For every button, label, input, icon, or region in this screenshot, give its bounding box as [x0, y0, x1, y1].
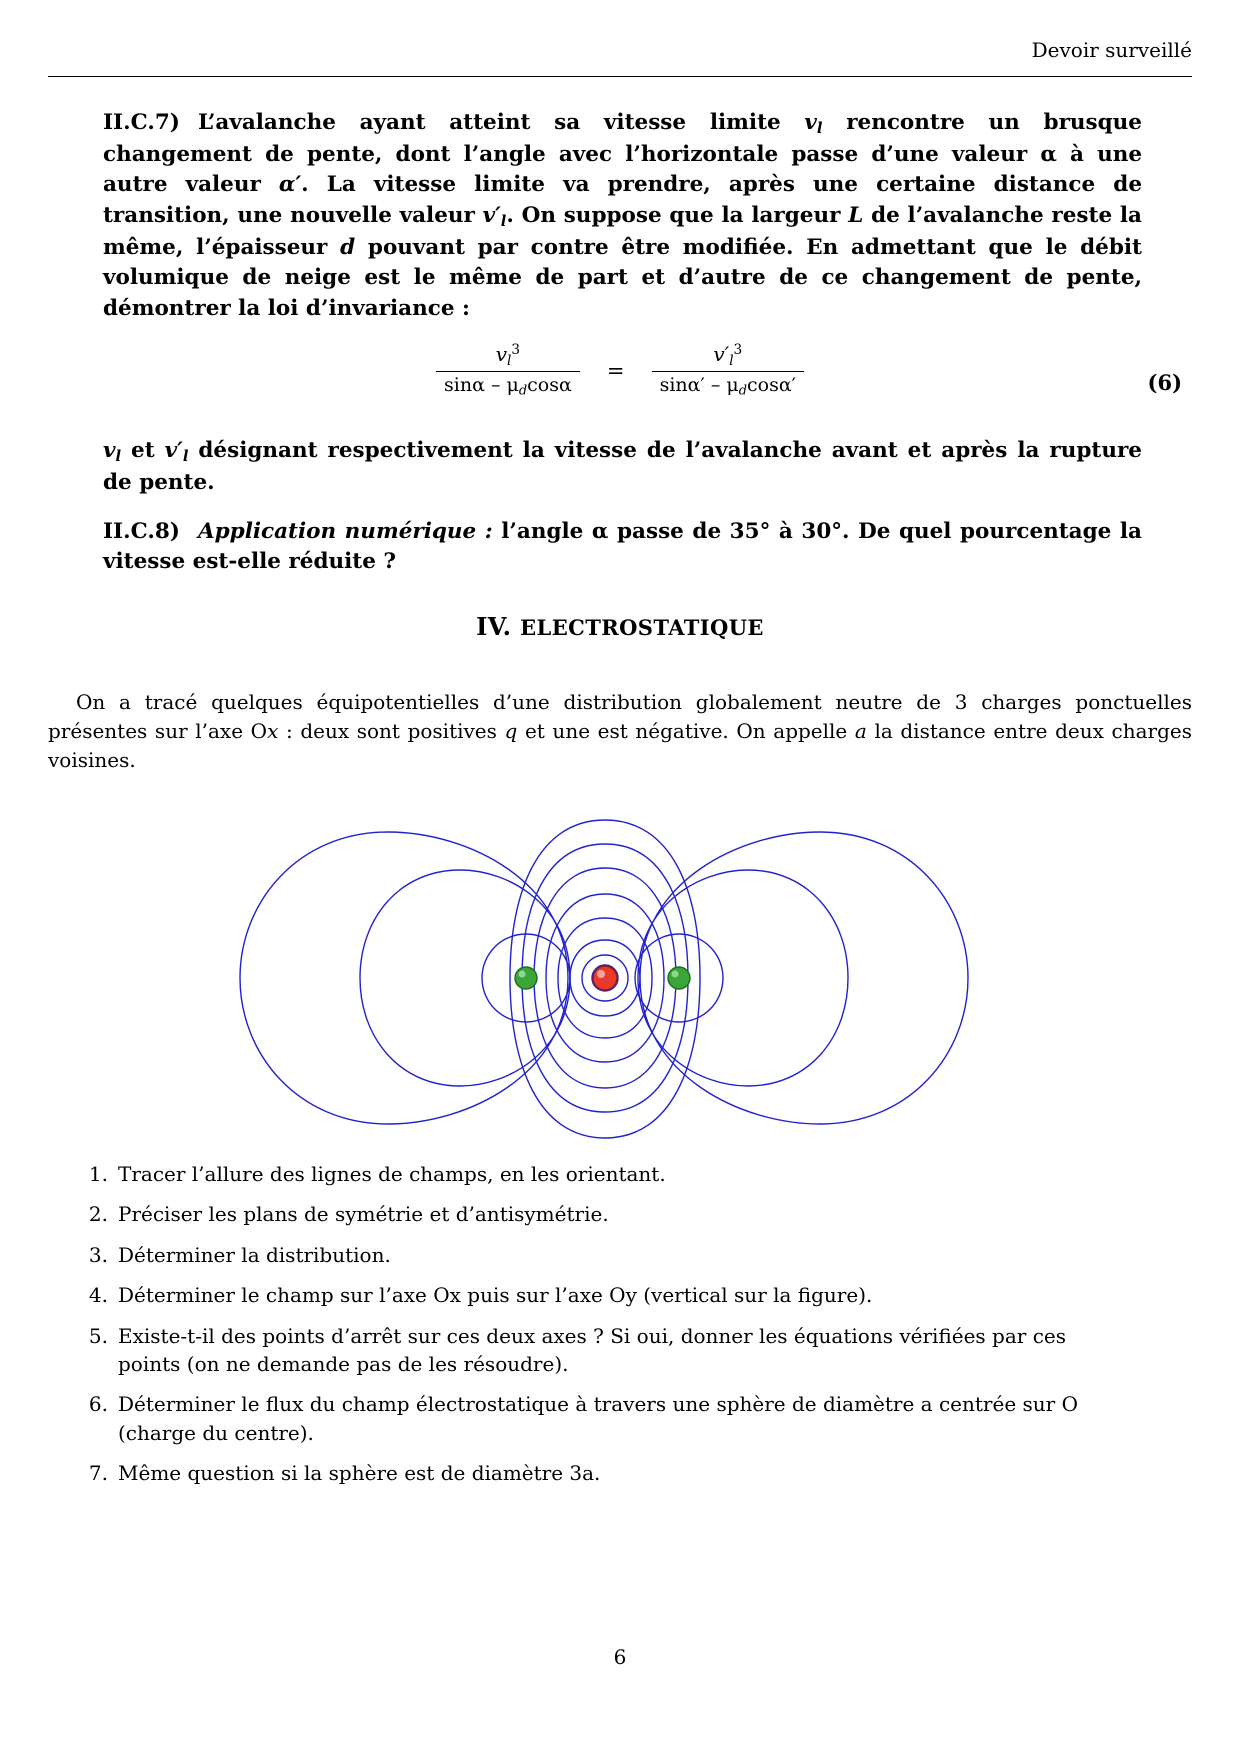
question-tag-8: II.C.8) — [103, 518, 180, 544]
q8-text-1: l’angle — [492, 518, 592, 544]
list-item-number: 2. — [88, 1202, 108, 1227]
fraction-left-bar — [436, 371, 580, 372]
page-number: 6 — [613, 1645, 627, 1669]
exp-vl-sub: l — [115, 448, 122, 466]
intro-a: a — [854, 719, 867, 743]
list-item-number: 4. — [88, 1283, 108, 1308]
exp-vl: v — [103, 438, 116, 464]
exp-vprime: v′ — [164, 438, 183, 464]
q7-text-4: . La vitesse limite va prendre, après une certaine distance de transition, une nouvelle valeur — [103, 172, 1142, 228]
list-item — [78, 1241, 1088, 1269]
list-item-number: 5. — [88, 1323, 108, 1348]
section-title-text: ELECTROSTATIQUE — [520, 615, 764, 640]
eq-left-den-sub: d — [518, 383, 528, 399]
q8-text-2: passe de 35° à 30°. De quel pourcentage la vitesse est-elle réduite ? — [103, 518, 1142, 575]
eq-right-sup: 3 — [733, 342, 743, 359]
intro-q: q — [504, 719, 518, 743]
eq-left-den: sinα – μ — [444, 374, 519, 397]
section-heading — [48, 612, 1192, 641]
q7-vprime-sub: l — [500, 212, 507, 230]
list-item-number: 6. — [88, 1392, 108, 1417]
exp-vprime-sub: l — [182, 448, 189, 466]
intro-text-3: et une est négative. On appelle — [517, 719, 855, 743]
header-divider — [48, 76, 1192, 77]
eq-left-sub: l — [507, 353, 512, 370]
eq-right-den-tail: cosα′ — [746, 374, 796, 397]
list-item — [78, 1390, 1088, 1447]
q7-vl: v — [804, 110, 817, 135]
equation-6 — [48, 342, 1192, 420]
q7-d: d — [340, 234, 356, 260]
list-item-text: Déterminer le champ sur l’axe Ox puis sur l’axe Oy (vertical sur la figure). — [118, 1283, 873, 1308]
page-header: Devoir surveillé — [1031, 38, 1192, 62]
q8-italic: Application numérique : — [197, 518, 493, 544]
q8-alpha: α — [591, 518, 609, 544]
list-item-text: Déterminer le flux du champ électrostatique à travers une sphère de diamètre a centrée sur O (charge du centre). — [118, 1392, 1078, 1445]
eq-right-den: sinα′ – μ — [659, 374, 739, 397]
eq-left-den-tail: cosα — [527, 374, 572, 397]
list-item — [78, 1281, 1088, 1309]
eq-left-var: v — [495, 342, 508, 367]
q7-alpha: α — [1040, 141, 1057, 167]
question-tag: II.C.7) — [103, 110, 180, 135]
eq-right-sub: l — [729, 353, 734, 370]
list-item-text: Tracer l’allure des lignes de champs, en les orientant. — [118, 1162, 666, 1186]
fraction-right-numerator — [652, 342, 804, 370]
q7-text-6: de l’avalanche reste la même, l’épaisseur — [103, 202, 1142, 260]
q7-L: L — [848, 202, 864, 228]
question-II-C-8 — [48, 517, 1192, 578]
equals-sign: = — [606, 358, 625, 383]
intro-text-2: : deux sont positives — [278, 719, 505, 743]
eq-right-var: v′ — [713, 342, 730, 367]
main-content — [48, 108, 1192, 578]
section-number: IV. — [476, 612, 512, 641]
equation-explanation — [48, 436, 1192, 498]
intro-x: x — [267, 719, 279, 743]
list-item — [78, 1322, 1088, 1379]
intro-text-4: la distance entre deux charges voisines. — [48, 719, 1192, 772]
fraction-left — [436, 342, 580, 399]
equation-number: (6) — [1147, 370, 1182, 396]
exp-mid: et — [121, 438, 165, 464]
list-item — [78, 1200, 1088, 1228]
equipotential-lines-diagram — [48, 790, 1192, 1170]
list-item — [78, 1160, 1088, 1188]
q7-text-5: . On suppose que la largeur — [506, 202, 849, 228]
fraction-right — [652, 342, 804, 399]
eq-right-den-sub: d — [738, 383, 747, 399]
q7-text-1: L’avalanche ayant atteint sa vitesse limite — [197, 110, 805, 135]
question-II-C-7 — [48, 108, 1192, 324]
list-item-text: Préciser les plans de symétrie et d’antisymétrie. — [118, 1202, 609, 1227]
list-item-text: Existe-t-il des points d’arrêt sur ces deux axes ? Si oui, donner les équations vérifiées par ces points (on ne demande pas de les résoudre). — [118, 1323, 1066, 1376]
fraction-right-denominator — [652, 373, 804, 399]
list-item-text: Même question si la sphère est de diamètre 3a. — [118, 1461, 601, 1486]
exp-text: désignant respectivement la vitesse de l’avalanche avant et après la rupture de pente. — [103, 438, 1142, 496]
q7-vl-sub: l — [816, 120, 823, 138]
q7-text-7: pouvant par contre être modifiée. En admettant que le débit volumique de neige est le même de part et d’autre de ce changement de pente, démontrer la loi d’invariance : — [103, 234, 1142, 321]
intro-text-1: On a tracé quelques équipotentielles d’une distribution globalement neutre de 3 charges ponctuelles présentes sur l’axe O — [48, 690, 1192, 743]
q7-alpha-prime: α′ — [278, 172, 302, 198]
list-item-number: 3. — [88, 1242, 108, 1267]
list-item — [78, 1459, 1088, 1487]
q7-text-2: rencontre un brusque changement de pente, dont l’angle avec l’horizontale passe d’une valeur — [103, 110, 1142, 167]
questions-list — [78, 1160, 1088, 1500]
fraction-right-bar — [652, 371, 804, 372]
eq-left-sup: 3 — [511, 342, 521, 359]
fraction-left-numerator — [436, 342, 580, 370]
intro-paragraph — [48, 688, 1192, 775]
list-item-number: 1. — [88, 1162, 108, 1186]
fraction-left-denominator — [436, 373, 580, 399]
q7-vprime: v′ — [482, 202, 501, 228]
list-item-text: Déterminer la distribution. — [118, 1242, 391, 1267]
list-item-number: 7. — [88, 1461, 108, 1486]
q7-text-3: à une autre valeur — [103, 141, 1143, 198]
